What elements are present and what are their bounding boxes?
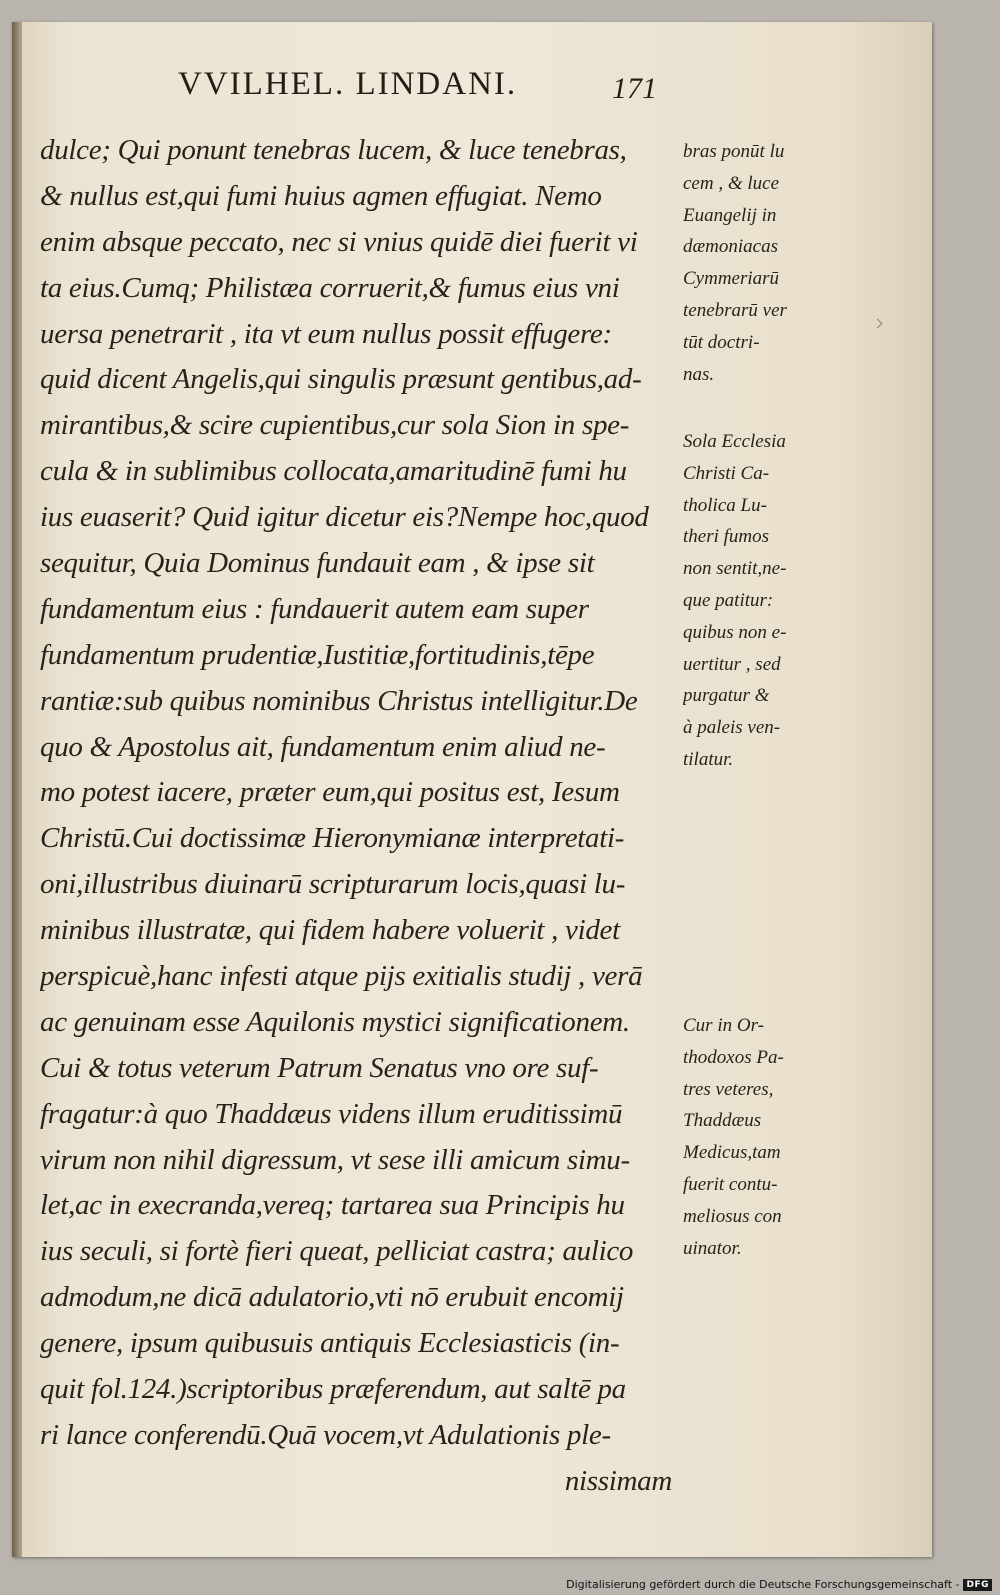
- margin-note-line: tūt doctri-: [683, 331, 760, 353]
- text-line: let,ac in execranda,vereq; tartarea sua Principis hu: [40, 1189, 625, 1222]
- margin-note-line: tres veteres,: [683, 1078, 774, 1100]
- margin-note-line: fuerit contu-: [683, 1173, 778, 1195]
- margin-note-line: meliosus con: [683, 1205, 782, 1227]
- margin-note-line: bras ponūt lu: [683, 141, 785, 162]
- text-line: quo & Apostolus ait, fundamentum enim aliud ne-: [40, 730, 606, 763]
- text-line: ta eius.Cumq; Philistæa corruerit,& fumus eius vni: [40, 271, 620, 304]
- text-line: minibus illustratæ, qui fidem habere voluerit , videt: [40, 914, 620, 947]
- margin-note-line: que patitur:: [683, 589, 774, 611]
- margin-note-line: Euangelij in: [683, 204, 777, 226]
- text-line: fundamentum prudentiæ,Iustitiæ,fortitudinis,tēpe: [40, 638, 595, 671]
- text-line: mirantibus,& scire cupientibus,cur sola Sion in spe-: [40, 409, 630, 442]
- main-text-block: [40, 128, 680, 1505]
- margin-note-line: nas.: [683, 363, 715, 385]
- margin-note-line: Thaddæus: [683, 1110, 762, 1132]
- text-line: mo potest iacere, præter eum,qui positus est, Iesum: [40, 776, 620, 809]
- margin-note-line: uertitur , sed: [683, 653, 781, 675]
- text-line: virum non nihil digressum, vt sese illi amicum simu-: [40, 1143, 630, 1176]
- dfg-logo: DFG: [963, 1579, 992, 1591]
- text-line: dulce; Qui ponunt tenebras lucem, & luce tenebras,: [40, 134, 627, 166]
- margin-note-line: Medicus,tam: [683, 1142, 781, 1164]
- text-line: fragatur:à quo Thaddæus videns illum eruditissimū: [40, 1097, 623, 1130]
- text-line: ri lance conferendū.Quā vocem,vt Adulationis ple-: [40, 1418, 611, 1451]
- text-line: rantiæ:sub quibus nominibus Christus intelligitur.De: [40, 684, 638, 717]
- text-line: perspicuè,hanc infesti atque pijs exitialis studij , verā: [40, 960, 643, 993]
- margin-note-line: uinator.: [683, 1237, 742, 1259]
- footer-credit-text: Digitalisierung gefördert durch die Deutsche Forschungsgemeinschaft -: [566, 1578, 960, 1591]
- text-line: admodum,ne dicā adulatorio,vti nō erubuit encomij: [40, 1281, 624, 1314]
- margin-note-3: [683, 1010, 833, 1264]
- margin-note-line: purgatur &: [683, 685, 770, 707]
- margin-note-line: tilatur.: [683, 748, 734, 770]
- text-line: oni,illustribus diuinarū scripturarum locis,quasi lu-: [40, 868, 626, 901]
- margin-note-line: tholica Lu-: [683, 494, 767, 516]
- text-line: uersa penetrarit , ita vt eum nullus possit effugere:: [40, 317, 612, 350]
- text-line: sequitur, Quia Dominus fundauit eam , & ipse sit: [40, 547, 595, 580]
- margin-note-line: non sentit,ne-: [683, 558, 787, 580]
- text-line: quit fol.124.)scriptoribus præferendum, aut saltē pa: [40, 1373, 626, 1406]
- text-line: enim absque peccato, nec si vnius quidē diei fuerit vi: [40, 225, 638, 258]
- margin-note-line: tenebrarū ver: [683, 299, 787, 321]
- text-line: nissimam: [564, 1464, 672, 1497]
- margin-note-line: theri fumos: [683, 526, 770, 548]
- margin-note-line: Sola Ecclesia: [683, 431, 786, 452]
- page-gutter-shadow: [12, 22, 22, 1557]
- text-line: & nullus est,qui fumi huius agmen effugiat. Nemo: [40, 179, 602, 212]
- margin-note-line: quibus non e-: [683, 621, 787, 643]
- margin-note-line: thodoxos Pa-: [683, 1046, 784, 1068]
- margin-note-line: Cymmeriarū: [683, 268, 780, 290]
- text-line: Cui & totus veterum Patrum Senatus vno ore suf-: [40, 1051, 599, 1084]
- margin-note-line: dæmoniacas: [683, 236, 778, 258]
- text-line: cula & in sublimibus collocata,amaritudinē fumi hu: [40, 455, 627, 488]
- margin-note-line: Christi Ca-: [683, 462, 770, 484]
- margin-note-1: [683, 136, 833, 390]
- margin-note-2: [683, 426, 833, 776]
- text-line: ius euaserit? Quid igitur dicetur eis?Nempe hoc,quod: [40, 501, 649, 534]
- page-number: 171: [612, 72, 657, 105]
- margin-note-line: Cur in Or-: [683, 1015, 764, 1036]
- text-line: fundamentum eius : fundauerit autem eam super: [40, 592, 589, 625]
- text-line: genere, ipsum quibusuis antiquis Ecclesiasticis (in-: [40, 1327, 620, 1360]
- footer-credit: [566, 1578, 992, 1591]
- running-title: VVILHEL. LINDANI.: [178, 66, 518, 102]
- text-line: quid dicent Angelis,qui singulis præsunt gentibus,ad-: [40, 363, 642, 396]
- margin-note-line: cem , & luce: [683, 172, 780, 194]
- text-line: ius seculi, si fortè fieri queat, pelliciat castra; aulico: [40, 1235, 634, 1268]
- text-line: ac genuinam esse Aquilonis mystici significationem.: [40, 1005, 630, 1038]
- text-line: Christū.Cui doctissimæ Hieronymianæ interpretati-: [40, 822, 625, 855]
- margin-note-line: à paleis ven-: [683, 717, 781, 739]
